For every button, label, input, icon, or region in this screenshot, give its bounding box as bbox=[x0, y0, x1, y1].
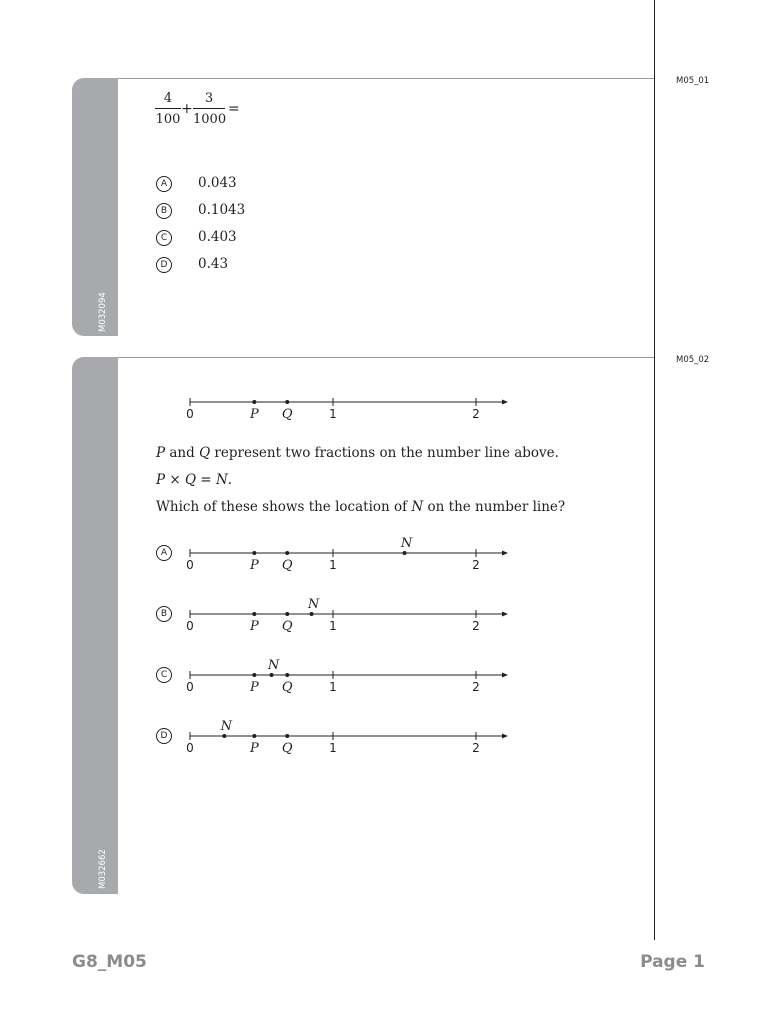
question-code: M05_01 bbox=[676, 76, 710, 86]
option-text: 0.43 bbox=[198, 256, 229, 272]
axis-arrow bbox=[502, 551, 508, 556]
question-prompt bbox=[156, 499, 565, 515]
item-id: M032094 bbox=[98, 292, 108, 332]
point-label: P bbox=[249, 680, 259, 695]
tick-label: 2 bbox=[472, 619, 480, 633]
point-q bbox=[285, 551, 289, 555]
point-label: Q bbox=[281, 741, 293, 756]
fraction-4-100 bbox=[155, 92, 181, 126]
point-q bbox=[285, 734, 289, 738]
point-n bbox=[310, 612, 314, 616]
plus-sign: + bbox=[181, 101, 193, 117]
point-n-label: N bbox=[400, 536, 413, 551]
fraction-3-1000 bbox=[193, 92, 225, 126]
option-letter-circle: B bbox=[156, 606, 172, 622]
item-side-tab bbox=[72, 357, 118, 894]
option-letter-circle: D bbox=[156, 728, 172, 744]
point-n-label: N bbox=[220, 719, 233, 734]
tick-label: 2 bbox=[472, 680, 480, 694]
point-label: Q bbox=[281, 680, 293, 695]
tick-label: 0 bbox=[186, 741, 194, 755]
fraction-bar bbox=[155, 108, 181, 109]
tick-label: 2 bbox=[472, 558, 480, 572]
var-q: Q bbox=[199, 445, 211, 461]
form-code: G8_M05 bbox=[72, 952, 147, 972]
text: = bbox=[196, 472, 216, 488]
text: Which of these shows the location of bbox=[156, 499, 412, 515]
point-label: P bbox=[249, 619, 259, 634]
point-n-label: N bbox=[267, 658, 280, 673]
option-letter-circle: D bbox=[156, 257, 172, 273]
number-line-main bbox=[180, 392, 520, 428]
tick-label: 2 bbox=[472, 407, 480, 421]
numerator: 4 bbox=[163, 91, 173, 106]
statement-line-2 bbox=[156, 472, 232, 488]
denominator: 100 bbox=[155, 112, 181, 127]
point-q bbox=[285, 400, 289, 404]
tick-label: 1 bbox=[329, 558, 337, 572]
point-p bbox=[252, 400, 256, 404]
point-label: P bbox=[249, 407, 259, 422]
item-id: M032662 bbox=[98, 849, 108, 889]
tick-label: 1 bbox=[329, 619, 337, 633]
option-text: 0.1043 bbox=[198, 202, 246, 218]
point-label: P bbox=[249, 558, 259, 573]
point-label: Q bbox=[281, 619, 293, 634]
axis-arrow bbox=[502, 734, 508, 739]
right-margin-rule bbox=[654, 0, 655, 940]
equals-sign: = bbox=[228, 101, 240, 117]
point-label: P bbox=[249, 741, 259, 756]
axis-arrow bbox=[502, 400, 508, 405]
question-code: M05_02 bbox=[676, 355, 710, 365]
text: . bbox=[227, 472, 233, 488]
option-letter-circle: A bbox=[156, 545, 172, 561]
axis-arrow bbox=[502, 673, 508, 678]
point-n bbox=[222, 734, 226, 738]
text: × bbox=[165, 472, 185, 488]
fraction-bar bbox=[193, 108, 225, 109]
number-line-option-d bbox=[180, 718, 520, 758]
point-n-label: N bbox=[307, 597, 320, 612]
point-label: Q bbox=[281, 558, 293, 573]
tick-label: 0 bbox=[186, 558, 194, 572]
point-q bbox=[285, 673, 289, 677]
tick-label: 0 bbox=[186, 407, 194, 421]
question-separator bbox=[118, 78, 654, 79]
var-p: P bbox=[156, 445, 166, 461]
point-p bbox=[252, 673, 256, 677]
tick-label: 1 bbox=[329, 680, 337, 694]
tick-label: 0 bbox=[186, 680, 194, 694]
denominator: 1000 bbox=[193, 112, 227, 127]
tick-label: 1 bbox=[329, 407, 337, 421]
text: on the number line? bbox=[423, 499, 566, 515]
tick-label: 2 bbox=[472, 741, 480, 755]
var-n: N bbox=[411, 499, 424, 515]
tick-label: 0 bbox=[186, 619, 194, 633]
number-line-option-a bbox=[180, 535, 520, 575]
point-label: Q bbox=[281, 407, 293, 422]
item-side-tab bbox=[72, 78, 118, 336]
point-p bbox=[252, 551, 256, 555]
point-n bbox=[403, 551, 407, 555]
numerator: 3 bbox=[204, 91, 214, 106]
option-letter-circle: C bbox=[156, 667, 172, 683]
option-letter-circle: A bbox=[156, 176, 172, 192]
question-separator bbox=[118, 357, 654, 358]
option-text: 0.403 bbox=[198, 229, 237, 245]
point-n bbox=[270, 673, 274, 677]
option-text: 0.043 bbox=[198, 175, 237, 191]
point-p bbox=[252, 734, 256, 738]
axis-arrow bbox=[502, 612, 508, 617]
var-p: P bbox=[156, 472, 166, 488]
number-line-option-b bbox=[180, 596, 520, 636]
var-q: Q bbox=[185, 472, 197, 488]
page-number: Page 1 bbox=[640, 952, 705, 972]
point-q bbox=[285, 612, 289, 616]
statement-line-1 bbox=[156, 445, 559, 461]
option-letter-circle: C bbox=[156, 230, 172, 246]
option-letter-circle: B bbox=[156, 203, 172, 219]
text: represent two fractions on the number line above. bbox=[210, 445, 559, 461]
point-p bbox=[252, 612, 256, 616]
tick-label: 1 bbox=[329, 741, 337, 755]
number-line-option-c bbox=[180, 657, 520, 697]
var-n: N bbox=[215, 472, 228, 488]
text: and bbox=[165, 445, 200, 461]
